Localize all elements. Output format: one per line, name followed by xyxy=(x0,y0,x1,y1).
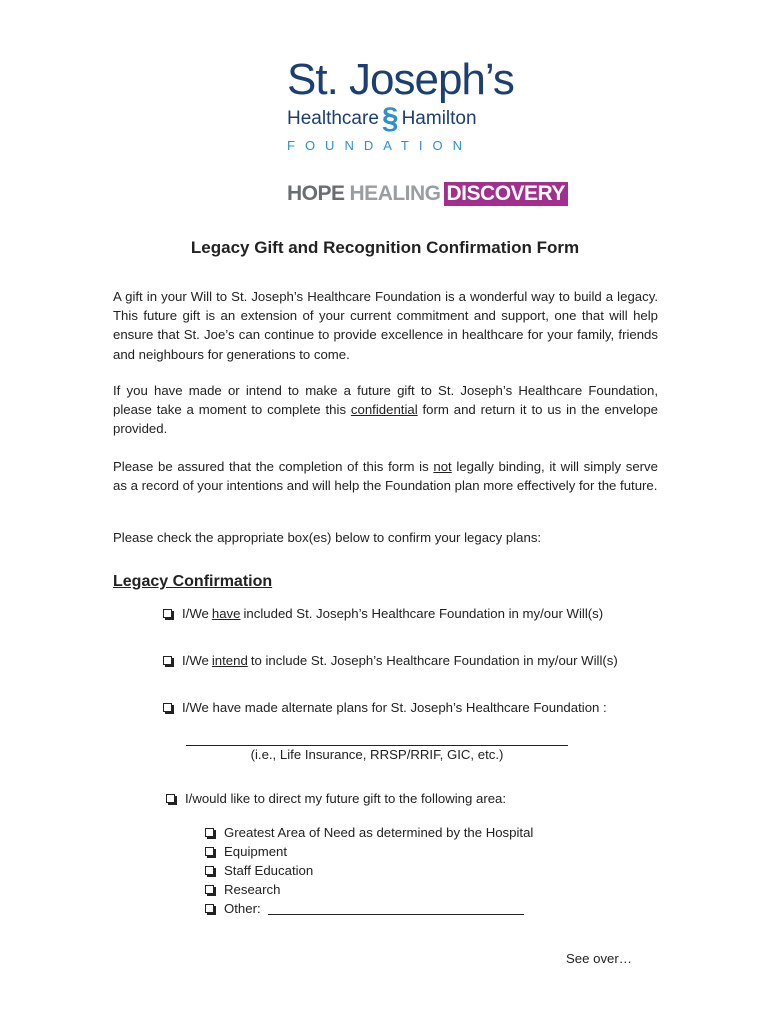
option-alternate-plans[interactable] xyxy=(163,700,607,715)
intro-paragraph-2 xyxy=(113,381,658,439)
area-label: Staff Education xyxy=(224,863,314,878)
alternate-plans-field[interactable] xyxy=(186,745,568,746)
tagline-healing: HEALING xyxy=(349,182,441,205)
other-field[interactable] xyxy=(268,902,524,915)
area-label: Research xyxy=(224,882,281,897)
logo-right-word: Hamilton xyxy=(401,108,477,129)
option-intend-include[interactable] xyxy=(163,653,618,668)
opt2-intend: intend xyxy=(211,653,248,668)
opt2-text-b: to include St. Joseph’s Healthcare Foundation in my/our Will(s) xyxy=(250,653,618,668)
area-research[interactable] xyxy=(205,880,533,899)
intro-paragraph-1: A gift in your Will to St. Joseph’s Healthcare Foundation is a wonderful way to build a legacy. This future gift is an extension of your current commitment and support, one that will help ensure that St. Joe’s can continue to provide excellence in healthcare for your family, friends and neighbours for generations to come. xyxy=(113,289,658,362)
area-staff-education[interactable] xyxy=(205,861,533,880)
logo-swirl-icon: § xyxy=(381,102,399,135)
opt3-text: I/We have made alternate plans for St. Joseph’s Healthcare Foundation : xyxy=(182,700,607,715)
area-label: Equipment xyxy=(224,844,288,859)
checkbox-icon[interactable] xyxy=(166,794,175,803)
option-direct-gift[interactable] xyxy=(166,791,506,806)
tagline xyxy=(287,182,568,206)
area-label: Greatest Area of Need as determined by the Hospital xyxy=(224,825,534,840)
area-other[interactable] xyxy=(205,899,533,918)
opt4-text: I/would like to direct my future gift to the following area: xyxy=(185,791,507,806)
gift-area-list xyxy=(205,823,533,918)
intro-paragraph-3 xyxy=(113,457,658,495)
p2-text-b: form and return it to us in the envelope provided. xyxy=(113,402,658,437)
section-heading: Legacy Confirmation xyxy=(113,573,273,590)
tagline-hope: HOPE xyxy=(287,182,345,205)
opt2-text-a: I/We xyxy=(182,653,209,668)
logo-name: St. Joseph’s xyxy=(287,55,514,104)
p2-text-a: If you have made or intend to make a future gift to St. Joseph’s Healthcare Foundation, please take a moment to complete this xyxy=(113,383,658,418)
logo-left-word: Healthcare xyxy=(287,108,379,129)
area-greatest-need[interactable] xyxy=(205,823,533,842)
opt1-text-b: included St. Joseph’s Healthcare Foundation in my/our Will(s) xyxy=(243,606,604,621)
area-label: Other: xyxy=(224,901,261,916)
checkbox-icon[interactable] xyxy=(163,609,172,618)
checkbox-icon[interactable] xyxy=(205,828,214,837)
logo-foundation: FOUNDATION xyxy=(287,138,472,153)
checkbox-icon[interactable] xyxy=(205,847,214,856)
checkbox-icon[interactable] xyxy=(205,866,214,875)
foundation-logo xyxy=(287,55,514,153)
p2-confidential: confidential xyxy=(350,402,418,418)
intro-paragraph-4: Please check the appropriate box(es) below to confirm your legacy plans: xyxy=(113,530,542,545)
logo-row xyxy=(287,102,487,135)
alternate-plans-hint: (i.e., Life Insurance, RRSP/RRIF, GIC, etc.) xyxy=(250,747,504,762)
form-title: Legacy Gift and Recognition Confirmation Form xyxy=(190,238,580,257)
see-over-note: See over… xyxy=(566,951,632,966)
checkbox-icon[interactable] xyxy=(205,885,214,894)
option-have-included[interactable] xyxy=(163,606,603,621)
opt1-have: have xyxy=(211,606,241,621)
area-equipment[interactable] xyxy=(205,842,533,861)
p3-text-a: Please be assured that the completion of this form is xyxy=(113,459,434,474)
p3-text-b: legally binding, it will simply serve as a record of your intentions and will help the Foundation plan more effectively for the future. xyxy=(113,459,658,494)
checkbox-icon[interactable] xyxy=(205,904,214,913)
p3-not: not xyxy=(433,459,452,474)
checkbox-icon[interactable] xyxy=(163,656,172,665)
checkbox-icon[interactable] xyxy=(163,703,172,712)
opt1-text-a: I/We xyxy=(182,606,209,621)
tagline-discovery: DISCOVERY xyxy=(444,182,568,206)
